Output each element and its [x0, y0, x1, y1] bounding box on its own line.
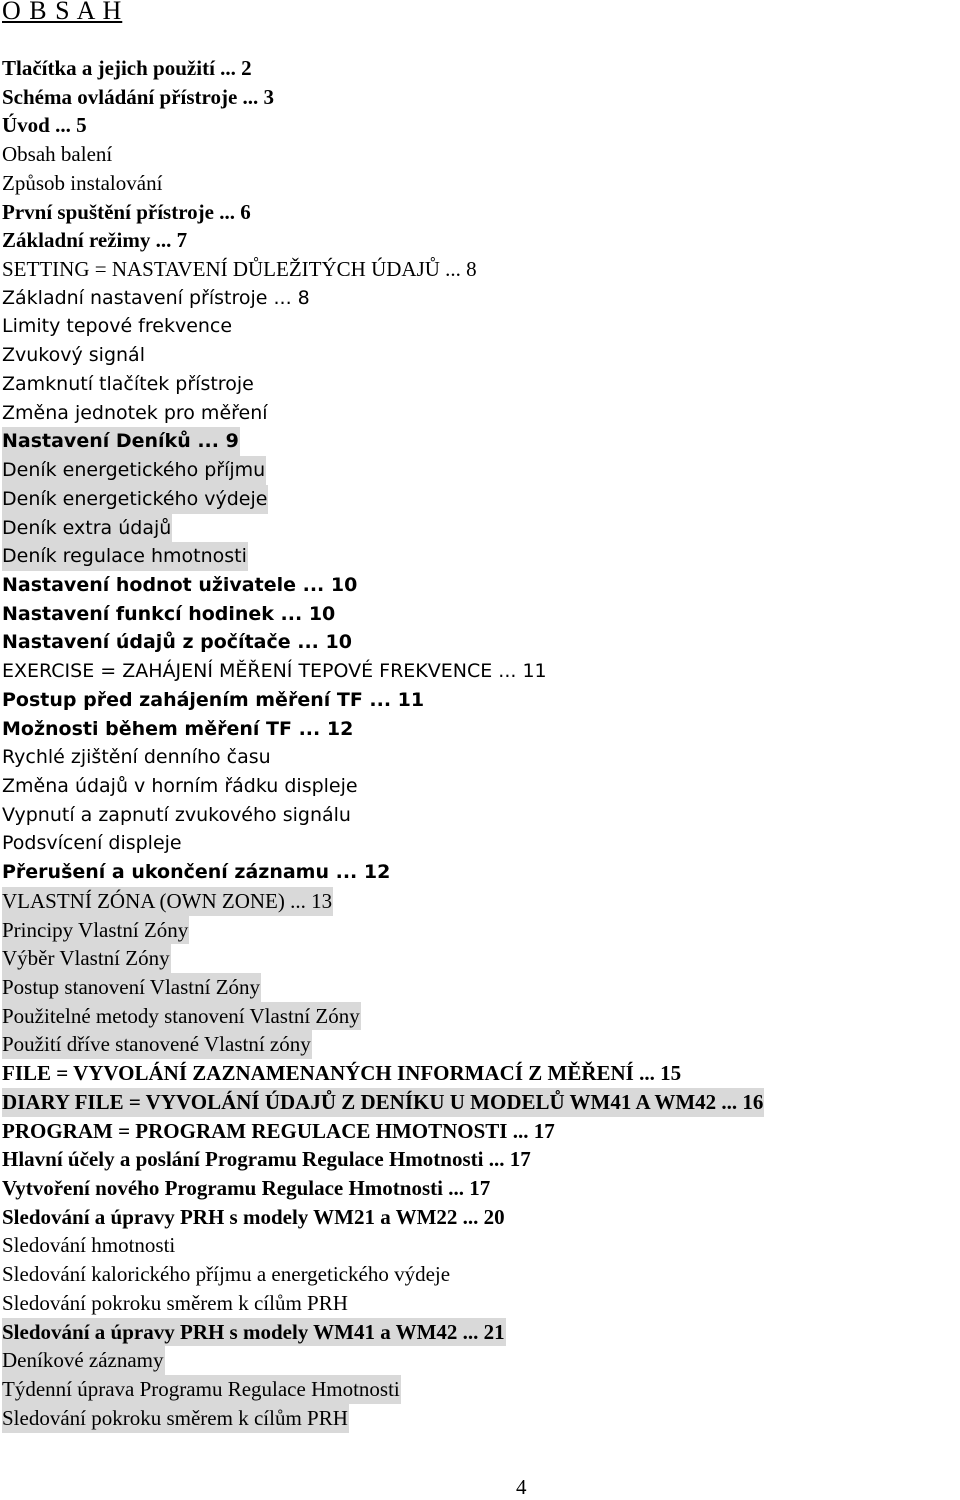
toc-entry-text: Sledování kalorického příjmu a energetického výdeje [2, 1262, 451, 1287]
toc-entry-text: Sledování pokroku směrem k cílům PRH [2, 1290, 348, 1315]
toc-entry-text: Vypnutí a zapnutí zvukového signálu [2, 803, 351, 826]
toc-entry [2, 542, 960, 571]
toc-entry [2, 743, 960, 772]
toc-entry-text: Základní režimy ... 7 [2, 228, 188, 253]
toc-entry [2, 686, 960, 715]
toc-entry [2, 111, 960, 140]
page-number: 4 [516, 1475, 527, 1499]
toc-entry [2, 485, 960, 514]
toc-entry-text: Změna údajů v horním řádku displeje [2, 774, 358, 797]
toc-entry-text: Sledování a úpravy PRH s modely WM21 a WM22 ... 20 [2, 1204, 505, 1229]
toc-entry [2, 1346, 960, 1375]
toc-entry-text: Nastavení údajů z počítače ... 10 [2, 631, 352, 654]
toc-entry-text: Postup stanovení Vlastní Zóny [2, 973, 261, 1002]
toc-entry-text: Základní nastavení přístroje ... 8 [2, 286, 310, 309]
toc-entry-text: Přerušení a ukončení záznamu ... 12 [2, 861, 391, 884]
toc-entry [2, 456, 960, 485]
toc-entry-text: Úvod ... 5 [2, 113, 87, 138]
toc-entry [2, 887, 960, 916]
toc-entry [2, 916, 960, 945]
toc-entry-text: Hlavní účely a poslání Programu Regulace Hmotnosti ... 17 [2, 1147, 531, 1172]
toc-entry-text: Týdenní úprava Programu Regulace Hmotnosti [2, 1375, 401, 1404]
toc-entry-text: Rychlé zjištění denního času [2, 746, 271, 769]
toc-entry [2, 829, 960, 858]
toc-entry [2, 600, 960, 629]
toc-entry [2, 169, 960, 198]
table-of-contents [2, 54, 960, 1433]
toc-entry [2, 1117, 960, 1146]
toc-entry [2, 83, 960, 112]
toc-entry-text: Limity tepové frekvence [2, 315, 233, 338]
toc-entry-text: Použití dříve stanovené Vlastní zóny [2, 1030, 312, 1059]
toc-entry [2, 198, 960, 227]
toc-entry [2, 571, 960, 600]
toc-entry-text: Deník energetického příjmu [2, 456, 266, 485]
toc-entry-text: Schéma ovládání přístroje ... 3 [2, 84, 275, 109]
toc-entry [2, 1203, 960, 1232]
toc-entry-text: Deníkové záznamy [2, 1346, 165, 1375]
toc-entry-text: Deník regulace hmotnosti [2, 542, 248, 571]
toc-entry-text: Sledování hmotnosti [2, 1233, 176, 1258]
toc-entry-text: Obsah balení [2, 142, 113, 167]
toc-entry-text: Nastavení hodnot uživatele ... 10 [2, 573, 358, 596]
toc-entry [2, 370, 960, 399]
toc-entry-text: Zvukový signál [2, 344, 145, 367]
toc-entry-text: SETTING = NASTAVENÍ DŮLEŽITÝCH ÚDAJŮ ... 8 [2, 257, 477, 282]
toc-entry [2, 140, 960, 169]
toc-entry [2, 1059, 960, 1088]
toc-entry-text: Nastavení funkcí hodinek ... 10 [2, 602, 336, 625]
toc-entry [2, 514, 960, 543]
toc-entry-text: Změna jednotek pro měření [2, 401, 268, 424]
toc-entry [2, 944, 960, 973]
toc-entry [2, 312, 960, 341]
page-title: O B S A H [2, 0, 123, 25]
toc-entry [2, 1404, 960, 1433]
toc-entry [2, 1318, 960, 1347]
toc-entry [2, 1375, 960, 1404]
toc-entry [2, 341, 960, 370]
toc-entry [2, 1289, 960, 1318]
toc-entry [2, 1030, 960, 1059]
toc-entry [2, 858, 960, 887]
toc-entry [2, 226, 960, 255]
toc-entry [2, 427, 960, 456]
toc-entry [2, 1260, 960, 1289]
toc-entry [2, 657, 960, 686]
toc-entry [2, 1174, 960, 1203]
toc-entry-text: PROGRAM = PROGRAM REGULACE HMOTNOSTI ... 17 [2, 1118, 555, 1143]
toc-entry [2, 801, 960, 830]
toc-entry-text: Nastavení Deníků ... 9 [2, 427, 240, 456]
toc-entry-text: Způsob instalování [2, 170, 163, 195]
toc-entry-text: Sledování a úpravy PRH s modely WM41 a WM42 ... 21 [2, 1318, 506, 1347]
toc-entry [2, 54, 960, 83]
toc-entry-text: Možnosti během měření TF ... 12 [2, 717, 354, 740]
toc-entry [2, 1145, 960, 1174]
toc-entry [2, 1231, 960, 1260]
toc-entry [2, 284, 960, 313]
toc-entry-text: Zamknutí tlačítek přístroje [2, 372, 254, 395]
toc-entry-text: Vytvoření nového Programu Regulace Hmotnosti ... 17 [2, 1176, 491, 1201]
toc-entry-text: VLASTNÍ ZÓNA (OWN ZONE) ... 13 [2, 887, 333, 916]
toc-entry [2, 399, 960, 428]
toc-entry [2, 973, 960, 1002]
toc-entry-text: Deník extra údajů [2, 514, 172, 543]
toc-entry-text: Tlačítka a jejich použití ... 2 [2, 56, 252, 80]
toc-entry-text: Sledování pokroku směrem k cílům PRH [2, 1404, 349, 1433]
toc-entry [2, 255, 960, 284]
toc-entry-text: Postup před zahájením měření TF ... 11 [2, 688, 425, 711]
toc-entry-text: Výběr Vlastní Zóny [2, 944, 171, 973]
toc-entry-text: První spuštění přístroje ... 6 [2, 199, 251, 224]
toc-entry-text: Podsvícení displeje [2, 832, 182, 855]
toc-entry-text: EXERCISE = ZAHÁJENÍ MĚŘENÍ TEPOVÉ FREKVENCE ... 11 [2, 660, 547, 683]
toc-entry [2, 1002, 960, 1031]
toc-entry-text: DIARY FILE = VYVOLÁNÍ ÚDAJŮ Z DENÍKU U MODELŮ WM41 A WM42 ... 16 [2, 1088, 764, 1117]
toc-entry-text: Deník energetického výdeje [2, 485, 268, 514]
toc-entry-text: Použitelné metody stanovení Vlastní Zóny [2, 1002, 361, 1031]
toc-entry-text: Principy Vlastní Zóny [2, 916, 189, 945]
toc-entry-text: FILE = VYVOLÁNÍ ZAZNAMENANÝCH INFORMACÍ Z MĚŘENÍ ... 15 [2, 1061, 682, 1086]
toc-entry [2, 772, 960, 801]
toc-entry [2, 715, 960, 744]
toc-entry [2, 628, 960, 657]
toc-entry [2, 1088, 960, 1117]
